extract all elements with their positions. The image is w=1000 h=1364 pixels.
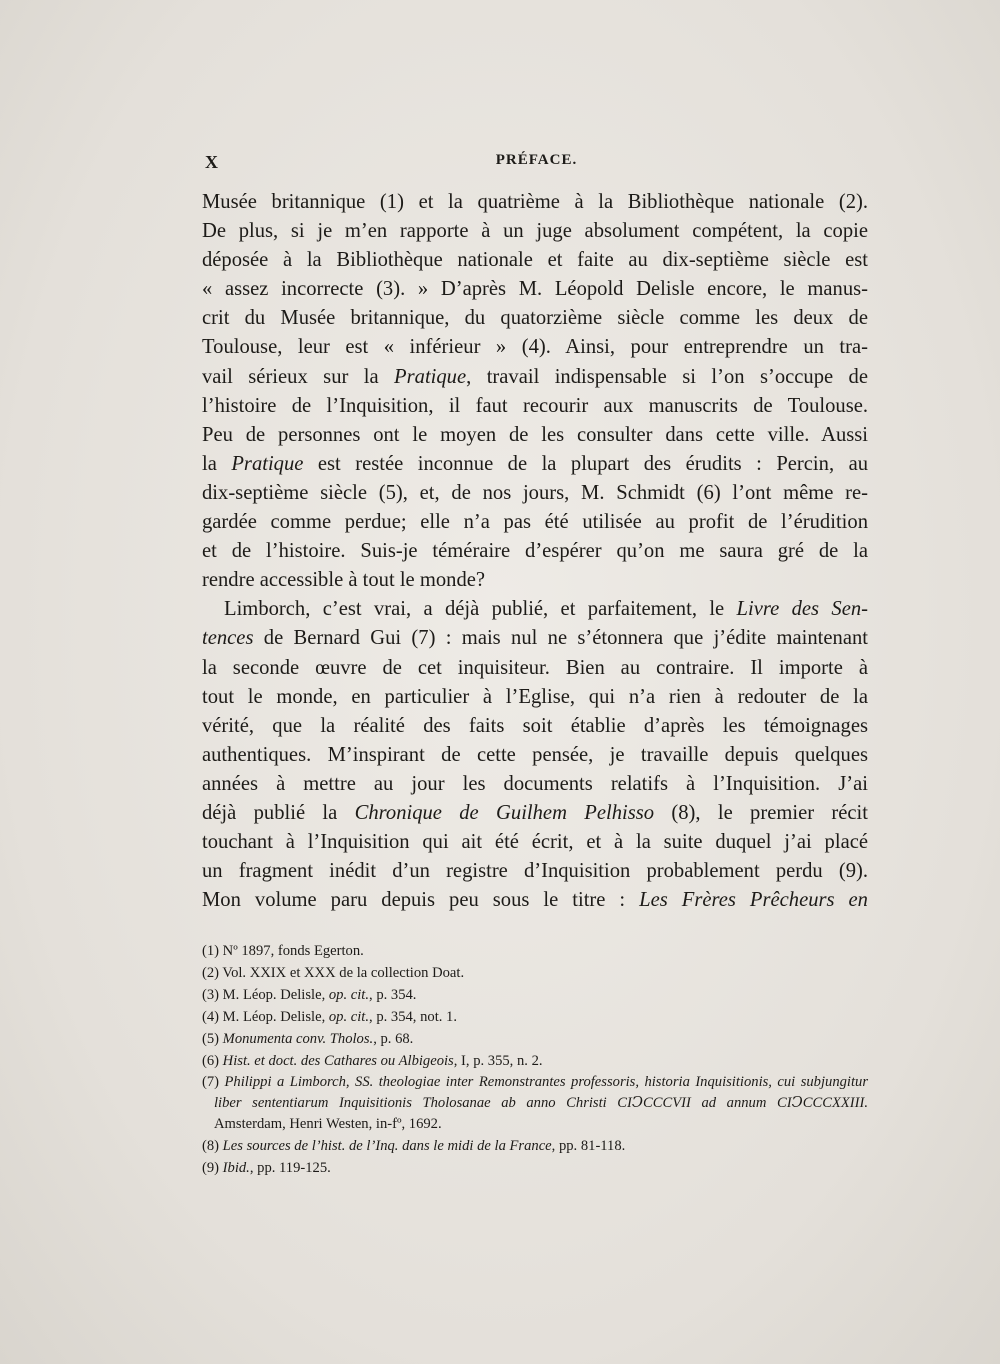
footnote-text: Nº 1897, fonds Egerton. [222, 943, 364, 959]
text-line: Peu de personnes ont le moyen de les consulter dans cette ville. Aussi [202, 423, 868, 446]
text-line [202, 450, 868, 479]
footnote-text: M. Léop. Delisle, [222, 1009, 329, 1025]
footnote-number: (2) [202, 965, 223, 981]
text-run: Limborch, c’est vrai, a déjà publié, et parfaitement, le [224, 598, 737, 621]
footnote-number: (5) [202, 1031, 223, 1047]
footnote-number: (6) [202, 1053, 223, 1069]
italic-title: Les Frères Prêcheurs en [639, 889, 868, 912]
footnote-italic: op. cit. [328, 987, 370, 1003]
text-line: crit du Musée britannique, du quatorzième siècle comme les deux de [202, 307, 868, 330]
footnote-6 [202, 1050, 868, 1072]
footnote-7 [202, 1072, 868, 1135]
text-line: « assez incorrecte (3). » D’après M. Léopold Delisle encore, le manus- [202, 278, 868, 301]
body-text [202, 188, 868, 915]
footnote-italic: Ibid. [222, 1160, 250, 1176]
paragraph-1 [202, 188, 868, 595]
text-run: de Bernard Gui (7) : mais nul ne s’étonnera que j’édite maintenant [253, 627, 868, 650]
footnote-text: , pp. 119-125. [249, 1160, 331, 1176]
footnote-number: (4) [202, 1009, 223, 1025]
footnote-italic: Monumenta conv. Tholos. [222, 1031, 374, 1047]
text-run: déjà publié la [202, 801, 355, 824]
footnote-text: , I, p. 355, n. 2. [453, 1053, 543, 1069]
footnote-italic: Philippi a Limborch, SS. theologiae inter Remonstrantes professoris, historia Inquisitionis, cui subjungitur liber sententiarum Inquisitionis Tholosanae ab anno Christi CIↃCCCVII ad annum CIↃCCCXXIII. [214, 1074, 868, 1111]
text-line: un fragment inédit d’un registre d’Inquisition probablement perdu (9). [202, 860, 868, 883]
paragraph-2 [202, 595, 868, 915]
text-line: authentiques. M’inspirant de cette pensée, je travaille depuis quelques [202, 743, 868, 766]
footnote-text: , p. 354, not. 1. [369, 1009, 457, 1025]
footnote-2 [202, 962, 868, 984]
footnote-italic: Hist. et doct. des Cathares ou Albigeois [222, 1053, 454, 1069]
footnote-5 [202, 1028, 868, 1050]
text-line [202, 799, 868, 828]
text-line [202, 886, 868, 915]
text-line: dix-septième siècle (5), et, de nos jours, M. Schmidt (6) l’ont même re- [202, 481, 868, 504]
text-line: la seconde œuvre de cet inquisiteur. Bien au contraire. Il importe à [202, 656, 868, 679]
text-run: (8), le premier récit [654, 801, 868, 824]
footnote-number: (1) [202, 943, 223, 959]
text-line: rendre accessible à tout le monde? [202, 569, 486, 592]
footnote-text: , pp. 81-118. [551, 1138, 626, 1154]
text-line [202, 595, 868, 624]
italic-title: Pratique [231, 452, 304, 475]
footnote-text: Vol. XXIX et XXX de la collection Doat. [222, 965, 465, 981]
footnote-9 [202, 1157, 868, 1179]
text-line: Toulouse, leur est « inférieur » (4). Ainsi, pour entreprendre un tra- [202, 336, 868, 359]
text-line: l’histoire de l’Inquisition, il faut recourir aux manuscrits de Toulouse. [202, 394, 868, 417]
page-number: X [205, 152, 218, 172]
italic-title: Livre des Sen- [736, 598, 868, 621]
text-run: est restée inconnue de la plupart des érudits : Percin, au [303, 452, 869, 475]
italic-title: Pratique [394, 365, 467, 388]
italic-title: Chronique de Guilhem Pelhisso [354, 801, 655, 824]
footnote-3 [202, 984, 868, 1006]
text-line [202, 624, 868, 653]
footnote-italic: Les sources de l’hist. de l’Inq. dans le midi de la France [222, 1138, 552, 1154]
italic-title: tences [202, 627, 254, 650]
text-run: Mon volume paru depuis peu sous le titre : [202, 889, 640, 912]
footnote-4 [202, 1006, 868, 1028]
text-line: gardée comme perdue; elle n’a pas été utilisée au profit de l’érudition [202, 511, 868, 534]
page-header [205, 152, 868, 178]
text-line: De plus, si je m’en rapporte à un juge absolument compétent, la copie [202, 220, 868, 243]
footnote-number: (3) [202, 987, 223, 1003]
text-run: la [202, 452, 232, 475]
footnotes [202, 940, 868, 1179]
footnote-1 [202, 940, 868, 962]
footnote-text: , p. 68. [373, 1031, 414, 1047]
text-run: vail sérieux sur la [202, 365, 395, 388]
text-line: touchant à l’Inquisition qui ait été écrit, et à la suite duquel j’ai placé [202, 831, 868, 854]
footnote-italic: op. cit. [328, 1009, 370, 1025]
text-line: tout le monde, en particulier à l’Eglise, qui n’a rien à redouter de la [202, 685, 868, 708]
running-title: PRÉFACE. [495, 152, 578, 168]
text-line [202, 363, 868, 392]
footnote-number: (8) [202, 1138, 223, 1154]
footnote-text: Amsterdam, Henri Westen, in-fº, 1692. [214, 1116, 442, 1132]
footnote-number: (7) [202, 1074, 225, 1090]
text-line: Musée britannique (1) et la quatrième à la Bibliothèque nationale (2). [202, 191, 868, 213]
footnote-text: , p. 354. [369, 987, 417, 1003]
text-line: et de l’histoire. Suis-je téméraire d’espérer qu’on me saura gré de la [202, 540, 868, 563]
text-line: vérité, que la réalité des faits soit établie d’après les témoignages [202, 714, 868, 737]
footnote-number: (9) [202, 1160, 223, 1176]
text-line: déposée à la Bibliothèque nationale et faite au dix-septième siècle est [202, 249, 868, 272]
footnote-text: M. Léop. Delisle, [222, 987, 329, 1003]
text-run: , travail indispensable si l’on s’occupe de [466, 365, 868, 388]
footnote-8 [202, 1135, 868, 1157]
text-line: années à mettre au jour les documents relatifs à l’Inquisition. J’ai [202, 772, 868, 795]
